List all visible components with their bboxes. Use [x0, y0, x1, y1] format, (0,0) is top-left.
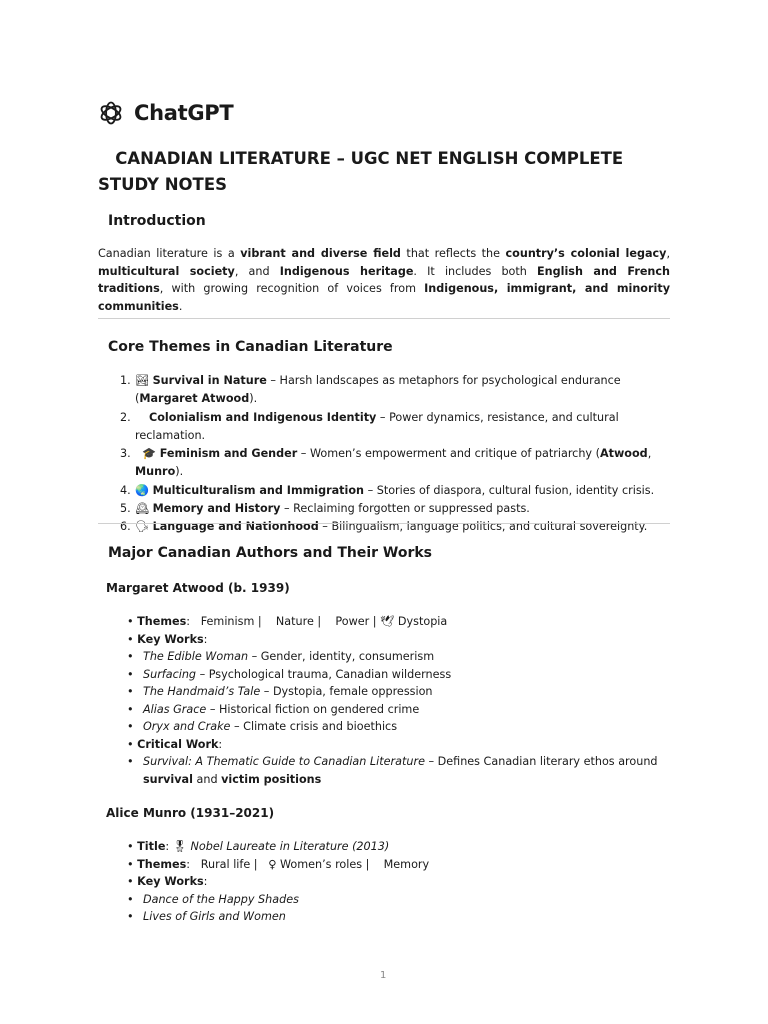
list-item: • Themes: Rural life | ♀ Women’s roles | Memory	[127, 857, 430, 871]
atwood-details	[127, 613, 672, 788]
dove-icon: 🕊	[380, 615, 395, 628]
list-item: 5. 🕰 Memory and History – Reclaiming forgotten or suppressed pasts.	[120, 500, 670, 518]
globe-icon: 🌏	[135, 483, 149, 497]
medal-icon: 🎖	[172, 840, 187, 853]
list-item: 3. 🎓 Feminism and Gender – Women’s empowerment and critique of patriarchy (Atwood, Munro).	[120, 447, 652, 479]
list-item: • Surfacing – Psychological trauma, Canadian wilderness	[127, 667, 452, 681]
list-item: • The Edible Woman – Gender, identity, consumerism	[127, 650, 435, 663]
list-item: • Key Works:	[127, 632, 208, 646]
graduation-cap-icon: 🎓	[142, 447, 157, 461]
female-sign-icon: ♀	[268, 857, 277, 871]
divider	[98, 318, 670, 319]
brand-name: ChatGPT	[134, 101, 234, 125]
list-item: 4. 🌏 Multiculturalism and Immigration – Stories of diaspora, cultural fusion, identity crisis.	[120, 482, 670, 500]
author-name-atwood: Margaret Atwood (b. 1939)	[106, 581, 290, 595]
author-name-munro: Alice Munro (1931–2021)	[106, 806, 275, 820]
list-item: • Key Works:	[127, 875, 208, 888]
munro-details	[127, 838, 672, 926]
intro-paragraph: Canadian literature is a vibrant and diverse field that reflects the country’s colonial legacy, multicultural society, and Indigenous heritage. It includes both English and French traditions, with growing recognition of voices from Indigenous, immigrant, and minority communities.	[98, 247, 670, 313]
list-item: • Dance of the Happy Shades	[127, 892, 299, 906]
list-item: 6. 🗣 Language and Nationhood – Bilingualism, language politics, and cultural sovereignty.	[120, 518, 670, 536]
list-item: 2. Colonialism and Indigenous Identity – Power dynamics, resistance, and cultural reclamation.	[120, 410, 619, 442]
list-item: • Oryx and Crake – Climate crisis and bioethics	[127, 720, 398, 733]
list-item: • Alias Grace – Historical fiction on gendered crime	[127, 702, 420, 716]
divider	[98, 523, 670, 524]
list-item: • Lives of Girls and Women	[127, 910, 286, 923]
list-item: • The Handmaid’s Tale – Dystopia, female oppression	[127, 685, 433, 698]
chatgpt-logo	[97, 99, 233, 127]
speaking-head-icon: 🗣	[135, 520, 150, 534]
list-item: • Survival: A Thematic Guide to Canadian Literature – Defines Canadian literary ethos around survival and victim positions	[127, 755, 658, 786]
page-number: 1	[380, 970, 387, 981]
themes-list	[120, 372, 670, 537]
document-title: CANADIAN LITERATURE – UGC NET ENGLISH COMPLETE STUDY NOTES	[98, 149, 624, 194]
intro-heading: Introduction	[108, 213, 206, 229]
list-item: 1. 🏞 Survival in Nature – Harsh landscapes as metaphors for psychological endurance (Margaret Atwood).	[120, 374, 621, 406]
list-item: • Title: 🎖 Nobel Laureate in Literature (2013)	[127, 840, 390, 853]
themes-heading: Core Themes in Canadian Literature	[108, 339, 393, 355]
openai-knot-icon	[97, 99, 125, 127]
landscape-icon: 🏞	[135, 374, 150, 387]
clock-icon: 🕰	[135, 502, 150, 516]
list-item: • Themes: Feminism | Nature | Power | 🕊 Dystopia	[127, 615, 448, 628]
list-item: • Critical Work:	[127, 737, 223, 751]
authors-heading: Major Canadian Authors and Their Works	[108, 545, 433, 561]
